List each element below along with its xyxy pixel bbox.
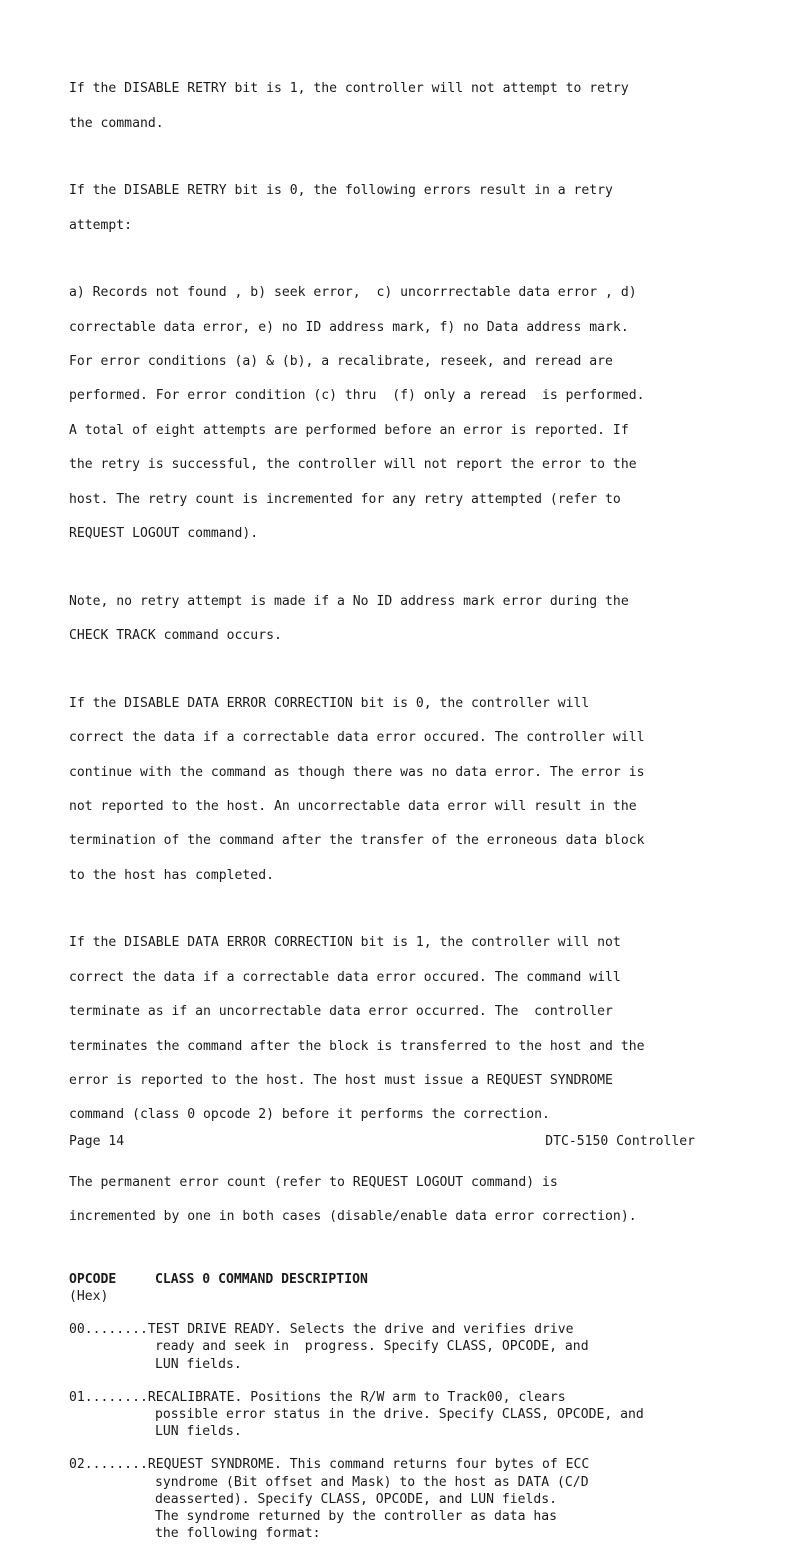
product-name: DTC-5150 Controller (545, 1134, 695, 1149)
paragraph-ecc-bit-0: If the DISABLE DATA ERROR CORRECTION bit is 0, the controller will correct the data if a correctable data error occured. The controller will continue with the command as though there was no data error. The error is not reported to the host. An uncorrectable data error will result in the termination of the command after the transfer of the erroneous data block to the host has completed. (69, 695, 645, 883)
command-entry-01: 01........RECALIBRATE. Positions the R/W arm to Track00, clears possible error status in the drive. Specify CLASS, OPCODE, and LUN fields. (69, 1389, 644, 1440)
document-body (69, 63, 709, 1558)
paragraph-disable-retry-1: If the DISABLE RETRY bit is 1, the controller will not attempt to retry the command. (69, 81, 629, 131)
paragraph-no-retry-note: Note, no retry attempt is made if a No ID address mark error during the CHECK TRACK command occurs. (69, 593, 629, 644)
paragraph-retry-errors: a) Records not found , b) seek error, c) uncorrrectable data error , d) correctable data error, e) no ID address mark, f) no Data address mark. For error conditions (a) & (b), a recalibrate, reseek, and reread are performed. For error condition (c) thru (f) only a reread is performed. A total of eight attempts are performed before an error is reported. If the retry is successful, the controller will not report the error to the host. The retry count is incremented for any retry attempted (refer to REQUEST LOGOUT command). (69, 285, 645, 542)
opcode-heading: OPCODE (69, 1271, 117, 1287)
paragraph-error-count: The permanent error count (refer to REQUEST LOGOUT command) is incremented by one in both cases (disable/enable data error correction). (69, 1174, 637, 1225)
command-entry-00: 00........TEST DRIVE READY. Selects the drive and verifies drive ready and seek in progress. Specify CLASS, OPCODE, and LUN fields. (69, 1322, 589, 1372)
command-table-heading (69, 1271, 709, 1305)
page-number: Page 14 (69, 1134, 125, 1149)
paragraph-disable-retry-0: If the DISABLE RETRY bit is 0, the following errors result in a retry attempt: (69, 183, 613, 233)
hex-label: (Hex) (69, 1289, 109, 1304)
paragraph-ecc-bit-1: If the DISABLE DATA ERROR CORRECTION bit is 1, the controller will not correct the data if a correctable data error occured. The command will terminate as if an uncorrectable data error occurred. The controller terminates the command after the block is transferred to the host and the error is reported to the host. The host must issue a REQUEST SYNDROME command (class 0 opcode 2) before it performs the correction. (69, 935, 645, 1123)
command-entry-02: 02........REQUEST SYNDROME. This command returns four bytes of ECC syndrome (Bit offset and Mask) to the host as DATA (C/D deasserted). Specify CLASS, OPCODE, and LUN fields. The syndrome returned by the controller as data has the following format: (69, 1457, 590, 1542)
class-0-heading: CLASS 0 COMMAND DESCRIPTION (155, 1271, 368, 1287)
